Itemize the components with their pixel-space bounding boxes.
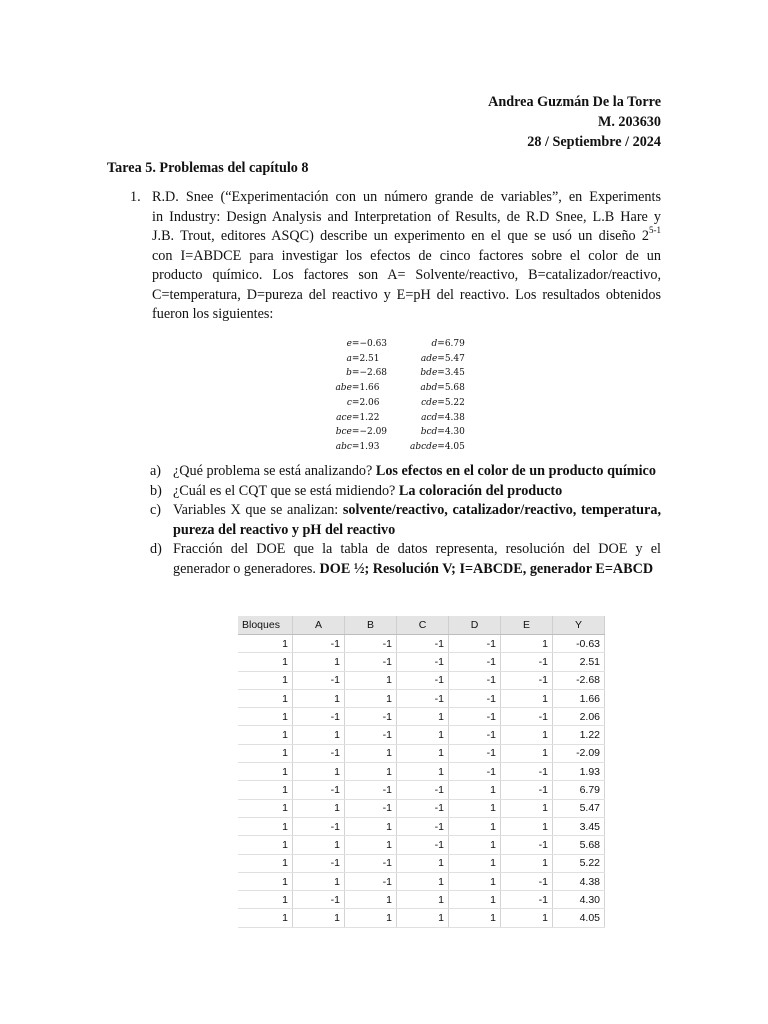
table-cell: 1 <box>449 836 501 854</box>
table-cell: -1 <box>501 872 553 890</box>
table-cell: 6.79 <box>553 781 605 799</box>
author-header <box>488 92 661 152</box>
item-letter: c) <box>150 502 162 518</box>
result-row <box>320 352 470 367</box>
table-cell: 5.68 <box>553 836 605 854</box>
table-cell: 1 <box>345 909 397 927</box>
equals-sign: = <box>437 397 445 408</box>
table-row <box>238 799 605 817</box>
result-value: 4.05 <box>444 441 465 452</box>
result-label: abe <box>335 383 352 394</box>
author-name: Andrea Guzmán De la Torre <box>488 94 661 110</box>
result-label: bde <box>420 368 438 379</box>
table-cell: 1 <box>238 836 293 854</box>
design-exponent: 5-1 <box>649 225 661 236</box>
table-cell: 1 <box>238 799 293 817</box>
table-cell: 1 <box>345 744 397 762</box>
table-cell: 1 <box>293 653 345 671</box>
table-header-row <box>238 616 605 635</box>
table-cell: -1 <box>449 671 501 689</box>
result-label: b <box>346 368 352 379</box>
result-label: d <box>431 339 438 349</box>
doe-table <box>238 616 605 928</box>
column-header: Y <box>553 616 605 635</box>
table-cell: 1 <box>397 726 449 744</box>
table-cell: 1 <box>238 689 293 707</box>
table-cell: -1 <box>397 671 449 689</box>
table-cell: 1 <box>397 909 449 927</box>
result-label: ace <box>336 412 352 423</box>
answer-c <box>150 501 661 540</box>
table-cell: 1 <box>397 854 449 872</box>
table-cell: 1 <box>238 653 293 671</box>
table-cell: 1 <box>501 689 553 707</box>
table-row <box>238 653 605 671</box>
result-value: 5.47 <box>444 353 465 364</box>
column-header: D <box>449 616 501 635</box>
table-cell: 1 <box>238 872 293 890</box>
table-cell: 1 <box>293 836 345 854</box>
question-text: ¿Qué problema se está analizando? <box>173 463 376 479</box>
equals-sign: = <box>437 441 445 452</box>
student-id: M. 203630 <box>597 114 661 130</box>
equals-sign: = <box>437 339 445 349</box>
equals-sign: = <box>437 427 445 438</box>
answer-a <box>150 462 661 482</box>
item-letter: b) <box>150 482 162 499</box>
table-cell: 1 <box>449 872 501 890</box>
table-cell: -1 <box>501 763 553 781</box>
table-cell: 1 <box>397 708 449 726</box>
table-cell: 1 <box>293 689 345 707</box>
equals-sign: = <box>351 368 360 379</box>
table-cell: 5.47 <box>553 799 605 817</box>
problem-1 <box>130 188 661 325</box>
item-letter: d) <box>150 541 162 557</box>
answer-text: solvente/reactivo, catalizador/reactivo, temperatura, pureza del reactivo y pH del reactivo <box>173 502 661 538</box>
question-text: ¿Cuál es el CQT que se está midiendo? <box>173 482 399 499</box>
column-header: Bloques <box>238 616 293 635</box>
table-cell: 1 <box>501 635 553 653</box>
equals-sign: = <box>437 368 445 379</box>
table-row <box>238 689 605 707</box>
question-text: Variables X que se analizan: <box>173 502 343 518</box>
result-row <box>320 411 470 426</box>
result-label: e <box>346 339 352 349</box>
table-cell: -1 <box>501 671 553 689</box>
result-value: 2.51 <box>359 353 380 364</box>
table-body <box>238 635 605 928</box>
table-row <box>238 817 605 835</box>
table-cell: -1 <box>501 836 553 854</box>
table-cell: 1 <box>501 799 553 817</box>
table-row <box>238 854 605 872</box>
table-cell: 1 <box>293 763 345 781</box>
table-cell: 1 <box>345 836 397 854</box>
table-cell: -1 <box>293 891 345 909</box>
answer-d <box>150 540 661 579</box>
result-row <box>320 425 470 440</box>
result-value: 2.06 <box>359 397 380 408</box>
table-cell: 1 <box>449 891 501 909</box>
table-cell: 1 <box>397 763 449 781</box>
equals-sign: = <box>351 383 360 394</box>
table-cell: -1 <box>397 817 449 835</box>
table-cell: -1 <box>397 653 449 671</box>
table-cell: -1 <box>345 781 397 799</box>
result-value: 4.30 <box>444 427 465 438</box>
table-row <box>238 726 605 744</box>
table-cell: 1 <box>501 817 553 835</box>
table-row <box>238 763 605 781</box>
problem-number: 1. <box>130 189 141 205</box>
table-cell: 1.93 <box>553 763 605 781</box>
statement-line: con I=ABDCE para investigar los efectos de cinco factores sobre el color de un <box>152 247 661 264</box>
equals-sign: = <box>351 339 360 349</box>
result-row <box>320 440 470 455</box>
table-cell: -1 <box>449 708 501 726</box>
table-cell: 4.30 <box>553 891 605 909</box>
table-cell: 1 <box>449 909 501 927</box>
equals-sign: = <box>351 412 360 423</box>
table-cell: -1 <box>293 635 345 653</box>
table-cell: 1 <box>238 817 293 835</box>
result-value: 5.22 <box>444 397 465 408</box>
statement-line-text: J.B. Trout, editores ASQC) describe un experimento en el que se usó un diseño 2 <box>152 228 649 244</box>
statement-line <box>152 227 661 247</box>
equals-sign: = <box>351 397 360 408</box>
table-cell: -1 <box>345 726 397 744</box>
table-cell: 1 <box>238 854 293 872</box>
table-row <box>238 891 605 909</box>
table-cell: 1.66 <box>553 689 605 707</box>
table-cell: 2.51 <box>553 653 605 671</box>
table-cell: 1 <box>293 799 345 817</box>
table-cell: -1 <box>397 689 449 707</box>
table-cell: 1 <box>345 671 397 689</box>
equals-sign: = <box>351 353 360 364</box>
result-value: 6.79 <box>444 339 465 349</box>
table-cell: 1 <box>501 909 553 927</box>
statement-line: producto químico. Los factores son A= Solvente/reactivo, B=catalizador/reactivo, <box>152 267 661 283</box>
column-header: C <box>397 616 449 635</box>
task-title: Tarea 5. Problemas del capítulo 8 <box>107 160 309 176</box>
table-cell: 1 <box>449 799 501 817</box>
equals-sign: = <box>437 383 445 394</box>
table-cell: 1 <box>238 781 293 799</box>
answers-list <box>150 462 661 579</box>
table-cell: -2.68 <box>553 671 605 689</box>
result-label: abc <box>335 441 352 452</box>
answer-b <box>150 482 661 502</box>
table-cell: 1 <box>397 872 449 890</box>
table-cell: 1 <box>293 909 345 927</box>
table-cell: 1 <box>238 763 293 781</box>
equals-sign: = <box>437 412 445 423</box>
statement-line: R.D. Snee (“Experimentación con un número grande de variables”, en Experiments <box>152 189 661 205</box>
table-cell: 1 <box>238 708 293 726</box>
table-cell: 3.45 <box>553 817 605 835</box>
result-label: bce <box>335 427 352 438</box>
result-label: cde <box>421 397 438 408</box>
table-cell: -1 <box>345 708 397 726</box>
table-cell: -1 <box>345 854 397 872</box>
table-cell: 5.22 <box>553 854 605 872</box>
table-cell: -1 <box>501 781 553 799</box>
statement-line: C=temperatura, D=pureza del reactivo y E=pH del reactivo. Los resultados obtenidos <box>152 286 661 303</box>
table-cell: 1 <box>293 872 345 890</box>
result-value: 1.66 <box>359 383 380 394</box>
equals-sign: = <box>351 427 360 438</box>
table-cell: 4.38 <box>553 872 605 890</box>
table-cell: 1 <box>293 726 345 744</box>
table-cell: 1 <box>501 744 553 762</box>
table-cell: 4.05 <box>553 909 605 927</box>
table-cell: -1 <box>293 781 345 799</box>
table-cell: 1 <box>449 817 501 835</box>
table-cell: 1 <box>345 891 397 909</box>
table-cell: 1.22 <box>553 726 605 744</box>
table-cell: 1 <box>397 891 449 909</box>
table-cell: 1 <box>345 817 397 835</box>
table-cell: -1 <box>501 708 553 726</box>
table-cell: 1 <box>397 744 449 762</box>
result-value: 1.93 <box>359 441 380 452</box>
table-cell: -1 <box>449 744 501 762</box>
result-row <box>320 396 470 411</box>
result-label: c <box>346 397 352 408</box>
results-list <box>320 337 470 455</box>
result-value: −2.09 <box>359 427 388 438</box>
column-header: E <box>501 616 553 635</box>
table-row <box>238 836 605 854</box>
column-header: A <box>293 616 345 635</box>
table-cell: 1 <box>345 689 397 707</box>
table-cell: -1 <box>345 635 397 653</box>
result-row <box>320 381 470 396</box>
table-cell: -1 <box>345 653 397 671</box>
table-cell: -1 <box>501 891 553 909</box>
table-row <box>238 909 605 927</box>
table-cell: 1 <box>501 854 553 872</box>
table-cell: -1 <box>293 671 345 689</box>
result-row <box>320 337 470 352</box>
result-label: a <box>346 353 352 364</box>
table-cell: -1 <box>449 726 501 744</box>
equals-sign: = <box>437 353 445 364</box>
statement-line: fueron los siguientes: <box>152 306 274 322</box>
table-cell: 1 <box>238 671 293 689</box>
table-cell: 1 <box>238 635 293 653</box>
table-row <box>238 744 605 762</box>
table-cell: -1 <box>345 872 397 890</box>
table-row <box>238 635 605 653</box>
question-text: Fracción del DOE que la tabla de datos representa, resolución del DOE y el generador o generadores. <box>173 541 661 577</box>
result-label: bcd <box>420 427 438 438</box>
item-letter: a) <box>150 463 162 479</box>
table-cell: -1 <box>449 689 501 707</box>
table-cell: 1 <box>238 891 293 909</box>
answer-text: DOE ½; Resolución V; I=ABCDE, generador E=ABCD <box>319 560 654 577</box>
table-cell: 1 <box>501 726 553 744</box>
table-cell: 1 <box>449 781 501 799</box>
result-label: acd <box>421 412 438 423</box>
table-cell: 1 <box>238 744 293 762</box>
table-row <box>238 781 605 799</box>
table-cell: 1 <box>449 854 501 872</box>
result-value: 3.45 <box>444 368 465 379</box>
document-date: 28 / Septiembre / 2024 <box>527 134 661 150</box>
table-cell: -1 <box>345 799 397 817</box>
table-cell: -1 <box>449 635 501 653</box>
table-cell: -1 <box>449 763 501 781</box>
table-cell: -1 <box>397 836 449 854</box>
table-cell: -1 <box>397 799 449 817</box>
answer-text: Los efectos en el color de un producto químico <box>375 463 656 479</box>
result-value: 5.68 <box>444 383 465 394</box>
problem-statement <box>152 188 661 325</box>
table-cell: -1 <box>293 744 345 762</box>
table-cell: -1 <box>293 708 345 726</box>
table-row <box>238 671 605 689</box>
statement-line: in Industry: Design Analysis and Interpretation of Results, de R.D Snee, L.B Hare y <box>152 208 661 225</box>
result-value: 1.22 <box>359 412 380 423</box>
table-cell: -0.63 <box>553 635 605 653</box>
table-cell: -1 <box>293 817 345 835</box>
result-label: abcde <box>410 441 438 452</box>
table-cell: -1 <box>397 781 449 799</box>
table-cell: -2.09 <box>553 744 605 762</box>
table-row <box>238 708 605 726</box>
result-value: −0.63 <box>359 339 388 349</box>
table-cell: -1 <box>501 653 553 671</box>
table-cell: 2.06 <box>553 708 605 726</box>
result-value: −2.68 <box>359 368 388 379</box>
table-cell: -1 <box>293 854 345 872</box>
result-value: 4.38 <box>444 412 465 423</box>
table-cell: 1 <box>238 909 293 927</box>
table-cell: 1 <box>238 726 293 744</box>
table-cell: -1 <box>449 653 501 671</box>
result-label: abd <box>420 383 438 394</box>
table-row <box>238 872 605 890</box>
table-cell: -1 <box>397 635 449 653</box>
result-label: ade <box>420 353 438 364</box>
answer-text: La coloración del producto <box>398 482 563 499</box>
table-cell: 1 <box>345 763 397 781</box>
column-header: B <box>345 616 397 635</box>
equals-sign: = <box>351 441 360 452</box>
result-row <box>320 366 470 381</box>
